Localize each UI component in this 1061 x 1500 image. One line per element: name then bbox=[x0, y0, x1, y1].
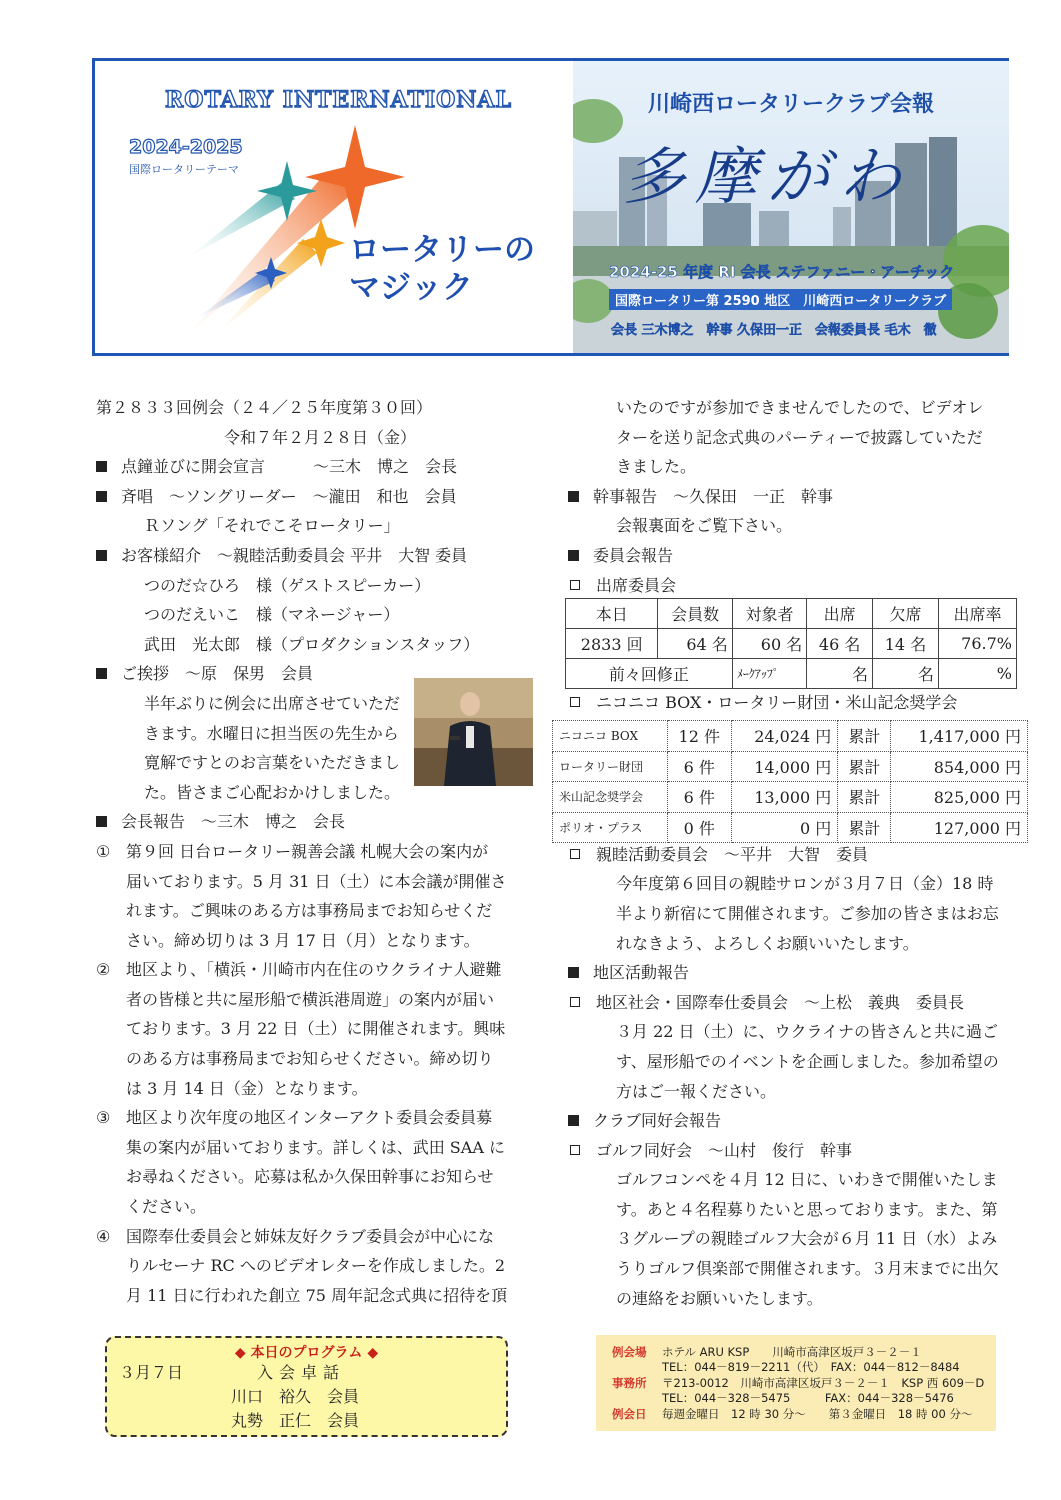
fund-row bbox=[553, 812, 1028, 843]
venue-row bbox=[612, 1345, 922, 1360]
greeting-text: 寛解ですとのお言葉をいただきまし bbox=[96, 753, 401, 773]
fund-table bbox=[552, 720, 1028, 843]
fund-name: 米山記念奨学会 bbox=[553, 782, 668, 813]
fund-cum: 127,000 円 bbox=[891, 812, 1028, 843]
item-number: ④ bbox=[96, 1226, 111, 1246]
theme-label: 国際ロータリーテーマ bbox=[129, 163, 239, 176]
report-text bbox=[96, 1162, 536, 1192]
attendance-header-row bbox=[566, 599, 1017, 629]
report-text: ております。3 月 22 日（土）に開催されます。興味 bbox=[126, 1019, 506, 1039]
report-text: 月 11 日に行われた創立 75 周年記念式典に招待を頂 bbox=[126, 1285, 508, 1305]
report-text: は 3 月 14 日（金）となります。 bbox=[126, 1078, 368, 1098]
office-text: 〒213-0012 川崎市高津区坂戸３－２－１ KSP 西 609－D bbox=[662, 1376, 985, 1390]
fund-cum-label: 累計 bbox=[838, 751, 891, 782]
theme-panel bbox=[95, 61, 573, 353]
district-text: 方はご一報ください。 bbox=[568, 1081, 777, 1101]
fund-cum-label: 累計 bbox=[838, 782, 891, 813]
venue-contact-row bbox=[612, 1360, 960, 1375]
fellowship-text: れなきよう、よろしくお願いいたします。 bbox=[568, 933, 919, 953]
fund-cum: 854,000 円 bbox=[891, 751, 1028, 782]
report-text: 第９回 日台ロータリー親善会議 札幌大会の案内が bbox=[126, 841, 489, 861]
fund-cum: 825,000 円 bbox=[891, 782, 1028, 813]
fund-name: ロータリー財団 bbox=[553, 751, 668, 782]
fund-row bbox=[553, 721, 1028, 752]
speaker-photo bbox=[414, 678, 533, 786]
secretary-report-item: 幹事報告 ～久保田 一正 幹事 bbox=[568, 482, 1018, 512]
report-text: ターを送り記念式典のパーティーで披露していただ bbox=[568, 427, 983, 447]
report-text: 者の皆様と共に屋形船で横浜港周遊」の案内が届い bbox=[126, 989, 495, 1009]
song-name: Ｒソング「それでこそロータリー」 bbox=[96, 516, 400, 536]
report-text bbox=[96, 926, 536, 956]
report-text bbox=[96, 1281, 536, 1311]
club-info-box bbox=[596, 1335, 996, 1431]
greeting-text: きます。水曜日に担当医の先生から bbox=[96, 723, 399, 743]
fund-amount: 24,024 円 bbox=[731, 721, 837, 752]
venue-contact: TEL：044－819－2211（代） FAX：044－812－8484 bbox=[662, 1360, 960, 1374]
item-number: ③ bbox=[96, 1108, 111, 1128]
report-text: お尋ねください。応募は私か久保田幹事にお知らせ bbox=[126, 1167, 494, 1187]
report-text bbox=[96, 1133, 536, 1163]
venue-text: ホテル ARU KSP 川崎市高津区坂戸３－２－１ bbox=[662, 1345, 922, 1359]
club-hobby-report-item: クラブ同好会報告 bbox=[568, 1106, 1018, 1136]
report-text: りルセーナ RC へのビデオレターを作成しました。2 bbox=[126, 1256, 506, 1276]
meeting-day-text: 毎週金曜日 12 時 30 分～ 第３金曜日 18 時 00 分～ bbox=[662, 1407, 973, 1421]
club-header-panel bbox=[573, 61, 1009, 353]
greeting-text: 半年ぶりに例会に出席させていただ bbox=[96, 693, 401, 713]
attendance-fix-row bbox=[566, 659, 1017, 689]
report-2 bbox=[96, 955, 536, 985]
song-item: 斉唱 ～ソングリーダー ～瀧田 和也 会員 bbox=[96, 482, 536, 512]
district-report-item: 地区活動報告 bbox=[568, 958, 1018, 988]
calligraphy-title: 多摩がわ bbox=[623, 140, 912, 213]
district-text: ３月 22 日（土）に、ウクライナの皆さんと共に過ご bbox=[568, 1022, 999, 1042]
fund-amount: 14,000 円 bbox=[731, 751, 837, 782]
office-label: 事務所 bbox=[612, 1376, 647, 1390]
fellowship-committee-heading: 親睦活動委員会 ～平井 大智 委員 bbox=[568, 840, 1018, 870]
header-cell: 本日 bbox=[566, 599, 658, 629]
diamond-icon: ◆ bbox=[367, 1345, 379, 1361]
report-text: 国際奉仕委員会と姉妹友好クラブ委員会が中心にな bbox=[126, 1226, 495, 1246]
fund-heading: ニコニコ BOX・ロータリー財団・米山記念奨学会 bbox=[568, 688, 1018, 718]
makeup-label: ﾒｰｸｱｯﾌﾟ bbox=[732, 659, 806, 689]
header-cell: 会員数 bbox=[658, 599, 732, 629]
program-speaker: 川口 裕久 会員 bbox=[231, 1387, 360, 1406]
fund-count: 6 件 bbox=[667, 782, 731, 813]
greeting-item: ご挨拶 ～原 保男 会員 bbox=[96, 659, 536, 689]
data-cell: 64 名 bbox=[658, 629, 732, 659]
theme-title: ロータリーの マジック bbox=[349, 232, 535, 306]
header-cell: 出席率 bbox=[938, 599, 1016, 629]
report-text: れます。ご興味のある方は事務局までお知らせくだ bbox=[126, 901, 493, 921]
report-text bbox=[96, 1044, 536, 1074]
program-date: ３月７日 bbox=[119, 1363, 184, 1382]
data-cell: 14 名 bbox=[873, 629, 939, 659]
fund-amount: 0 円 bbox=[731, 812, 837, 843]
item-number: ① bbox=[96, 841, 111, 861]
golf-text: うりゴルフ倶楽部で開催されます。３月末までに出欠 bbox=[568, 1259, 999, 1279]
program-title: 入会卓話 bbox=[257, 1363, 346, 1382]
report-text: 地区より次年度の地区インターアクト委員会委員募 bbox=[126, 1108, 493, 1128]
district-bar: 国際ロータリー第 2590 地区 川崎西ロータリークラブ bbox=[609, 289, 952, 310]
meeting-day-label: 例会日 bbox=[612, 1407, 647, 1421]
fund-count: 12 件 bbox=[667, 721, 731, 752]
report-text: 集の案内が届いております。詳しくは、武田 SAA に bbox=[126, 1137, 505, 1157]
club-officers: 会長 三木博之 幹事 久保田一正 会報委員長 毛木 徹 bbox=[611, 323, 937, 338]
report-text: ください。 bbox=[126, 1197, 207, 1217]
newsletter-banner bbox=[92, 58, 1009, 356]
fund-amount: 13,000 円 bbox=[731, 782, 837, 813]
ri-president-line: 2024-25 年度 RI 会長 ステファニー・アーチック bbox=[609, 263, 955, 281]
president-report-item: 会長報告 ～三木 博之 会長 bbox=[96, 807, 536, 837]
meeting-number: 第２８３３回例会（２４／２５年度第３０回） bbox=[96, 398, 433, 417]
golf-text: ３グループの親睦ゴルフ大会が６月 11 日（水）よみ bbox=[568, 1229, 998, 1249]
fund-name: ポリオ・プラス bbox=[553, 812, 668, 843]
guest-3: 武田 光太郎 様（プロダクションスタッフ） bbox=[96, 634, 480, 654]
fellowship-text: 半より新宿にて開催されます。ご参加の皆さまはお忘 bbox=[568, 903, 999, 923]
guest-intro-item: お客様紹介 ～親睦活動委員会 平井 大智 委員 bbox=[96, 541, 536, 571]
fix-label: 前々回修正 bbox=[566, 659, 733, 689]
header-cell: 対象者 bbox=[732, 599, 806, 629]
fund-row bbox=[553, 751, 1028, 782]
meeting-day-row bbox=[612, 1407, 972, 1422]
golf-text: す。あと４名程募りたいと思っております。また、第 bbox=[568, 1199, 998, 1219]
committee-report-item: 委員会報告 bbox=[568, 541, 1018, 571]
secretary-report-text: 会報裏面をご覧下さい。 bbox=[568, 516, 793, 536]
theme-year: 2024-2025 bbox=[129, 136, 243, 158]
report-text: 届いております。5 月 31 日（土）に本会議が開催さ bbox=[126, 871, 507, 891]
data-cell: 2833 回 bbox=[566, 629, 658, 659]
report-text: いたのですが参加できませんでしたので、ビデオレ bbox=[568, 398, 984, 417]
item-number: ② bbox=[96, 960, 111, 980]
guest-2: つのだえいこ 様（マネージャー） bbox=[96, 605, 400, 625]
report-text bbox=[96, 1251, 536, 1281]
fund-cum-label: 累計 bbox=[838, 721, 891, 752]
report-text: きました。 bbox=[568, 457, 697, 477]
makeup-unit: 名 bbox=[807, 659, 873, 689]
golf-text: の連絡をお願いいたします。 bbox=[568, 1288, 823, 1308]
program-heading: 本日のプログラム bbox=[250, 1345, 363, 1361]
fund-cum-label: 累計 bbox=[838, 812, 891, 843]
today-program-box bbox=[105, 1336, 508, 1437]
report-text bbox=[96, 1074, 536, 1104]
data-cell: 46 名 bbox=[807, 629, 873, 659]
absent-unit: 名 bbox=[873, 659, 939, 689]
guest-1: つのだ☆ひろ 様（ゲストスピーカー） bbox=[96, 575, 431, 595]
header-cell: 出席 bbox=[807, 599, 873, 629]
golf-club-heading: ゴルフ同好会 ～山村 俊行 幹事 bbox=[568, 1136, 1018, 1166]
report-text bbox=[96, 867, 536, 897]
report-text bbox=[96, 1192, 536, 1222]
fund-row bbox=[553, 782, 1028, 813]
office-contact: TEL：044－328－5475 FAX：044－328－5476 bbox=[662, 1391, 954, 1405]
program-heading-row bbox=[107, 1342, 506, 1362]
attendance-data-row bbox=[566, 629, 1017, 659]
district-text: す、屋形船でのイベントを企画しました。参加希望の bbox=[568, 1051, 999, 1071]
club-newsletter-title: 川崎西ロータリークラブ会報 bbox=[647, 92, 934, 117]
fund-cum: 1,417,000 円 bbox=[891, 721, 1028, 752]
report-text: のある方は事務局までお知らせください。締め切り bbox=[126, 1049, 494, 1069]
program-speaker: 丸勢 正仁 会員 bbox=[231, 1411, 360, 1430]
report-text bbox=[96, 896, 536, 926]
report-3 bbox=[96, 1103, 536, 1133]
report-4 bbox=[96, 1222, 536, 1252]
meeting-date: 令和７年２月２８日（金） bbox=[96, 427, 417, 447]
data-cell: 76.7% bbox=[938, 629, 1016, 659]
opening-item: 点鐘並びに開会宣言 ～三木 博之 会長 bbox=[96, 452, 536, 482]
attendance-committee-heading: 出席委員会 bbox=[568, 571, 1018, 601]
district-committee-heading: 地区社会・国際奉仕委員会 ～上松 義典 委員長 bbox=[568, 988, 1018, 1018]
report-text bbox=[96, 1014, 536, 1044]
left-column bbox=[96, 393, 536, 1310]
report-text bbox=[96, 985, 536, 1015]
golf-text: ゴルフコンペを４月 12 日に、いわきで開催いたしま bbox=[568, 1170, 998, 1190]
office-row bbox=[612, 1376, 984, 1391]
diamond-icon: ◆ bbox=[234, 1345, 246, 1361]
report-text: さい。締め切りは 3 月 17 日（月）となります。 bbox=[126, 930, 480, 950]
attendance-table bbox=[565, 598, 1017, 689]
office-contact-row bbox=[612, 1391, 954, 1406]
fellowship-text: 今年度第６回目の親睦サロンが３月７日（金）18 時 bbox=[568, 874, 994, 894]
report-1 bbox=[96, 837, 536, 867]
data-cell: 60 名 bbox=[732, 629, 806, 659]
report-text: 地区より、「横浜・川崎市内在住のウクライナ人避難 bbox=[126, 960, 502, 980]
fund-name: ニコニコ BOX bbox=[553, 721, 668, 752]
fund-count: 6 件 bbox=[667, 751, 731, 782]
venue-label: 例会場 bbox=[612, 1345, 647, 1359]
right-column bbox=[568, 393, 1018, 1313]
greeting-text: た。皆さまご心配おかけしました。 bbox=[96, 782, 401, 802]
fund-count: 0 件 bbox=[667, 812, 731, 843]
header-cell: 欠席 bbox=[873, 599, 939, 629]
rate-unit: % bbox=[938, 659, 1016, 689]
ri-title: ROTARY INTERNATIONAL bbox=[165, 87, 512, 113]
